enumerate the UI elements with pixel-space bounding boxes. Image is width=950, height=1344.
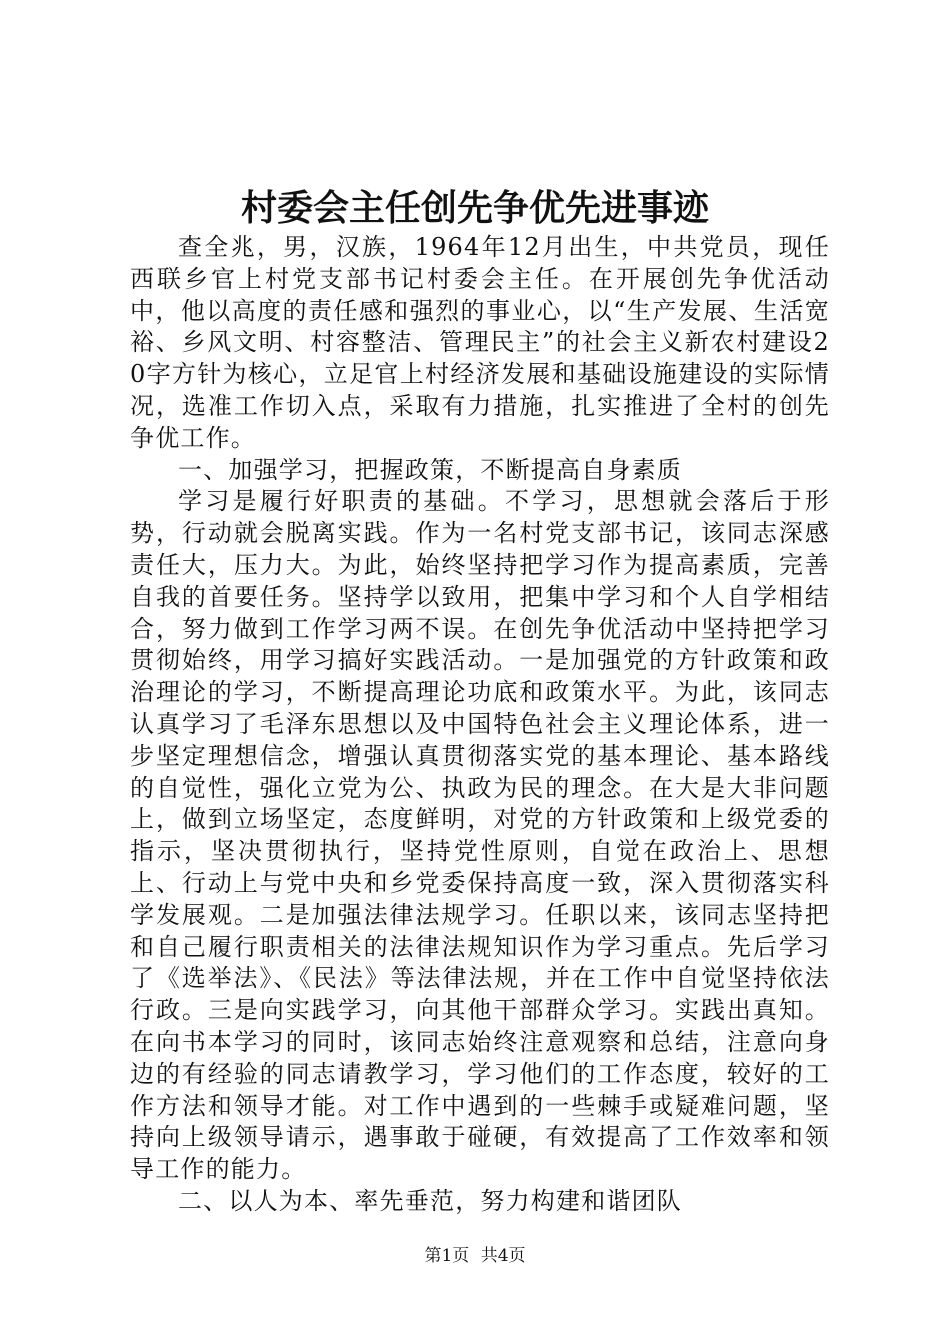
intro-paragraph: 查全兆，男，汉族，1964年12月出生，中共党员，现任西联乡官上村党支部书记村委会主任。在开展创先争优活动中，他以高度的责任感和强烈的事业心，以“生产发展、生活宽裕、乡风文明、村容整洁、管理民主”的社会主义新农村建设20字方针为核心，立足官上村经济发展和基础设施建设的实际情况，选准工作切入点，采取有力措施，扎实推进了全村的创先争优工作。 <box>130 233 830 452</box>
page-number: 第1页 <box>424 1246 470 1266</box>
page-footer <box>0 1244 950 1268</box>
section-heading-1: 一、加强学习，把握政策，不断提高自身素质 <box>178 455 682 484</box>
document-title: 村委会主任创先争优先进事迹 <box>240 187 709 229</box>
section-1-paragraph: 学习是履行好职责的基础。不学习，思想就会落后于形势，行动就会脱离实践。作为一名村党支部书记，该同志深感责任大，压力大。为此，始终坚持把学习作为提高素质，完善自我的首要任务。坚持学以致用，把集中学习和个人自学相结合，努力做到工作学习两不误。在创先争优活动中坚持把学习贯彻始终，用学习搞好实践活动。一是加强党的方针政策和政治理论的学习，不断提高理论功底和政策水平。为此，该同志认真学习了毛泽东思想以及中国特色社会主义理论体系，进一步坚定理想信念，增强认真贯彻落实党的基本理论、基本路线的自觉性，强化立党为公、执政为民的理念。在大是大非问题上，做到立场坚定，态度鲜明，对党的方针政策和上级党委的指示，坚决贯彻执行，坚持党性原则，自觉在政治上、思想上、行动上与党中央和乡党委保持高度一致，深入贯彻落实科学发展观。二是加强法律法规学习。任职以来，该同志坚持把和自己履行职责相关的法律法规知识作为学习重点。先后学习了《选举法》、《民法》等法律法规，并在工作中自觉坚持依法行政。三是向实践学习，向其他干部群众学习。实践出真知。在向书本学习的同时，该同志始终注意观察和总结，注意向身边的有经验的同志请教学习，学习他们的工作态度，较好的工作方法和领导才能。对工作中遇到的一些棘手或疑难问题，坚持向上级领导请示，遇事敢于碰硬，有效提高了工作效率和领导工作的能力。 <box>130 487 830 1184</box>
page-total: 共4页 <box>480 1246 526 1266</box>
document-body <box>130 232 830 1218</box>
section-heading-2: 二、以人为本、率先垂范，努力构建和谐团队 <box>178 1186 682 1215</box>
